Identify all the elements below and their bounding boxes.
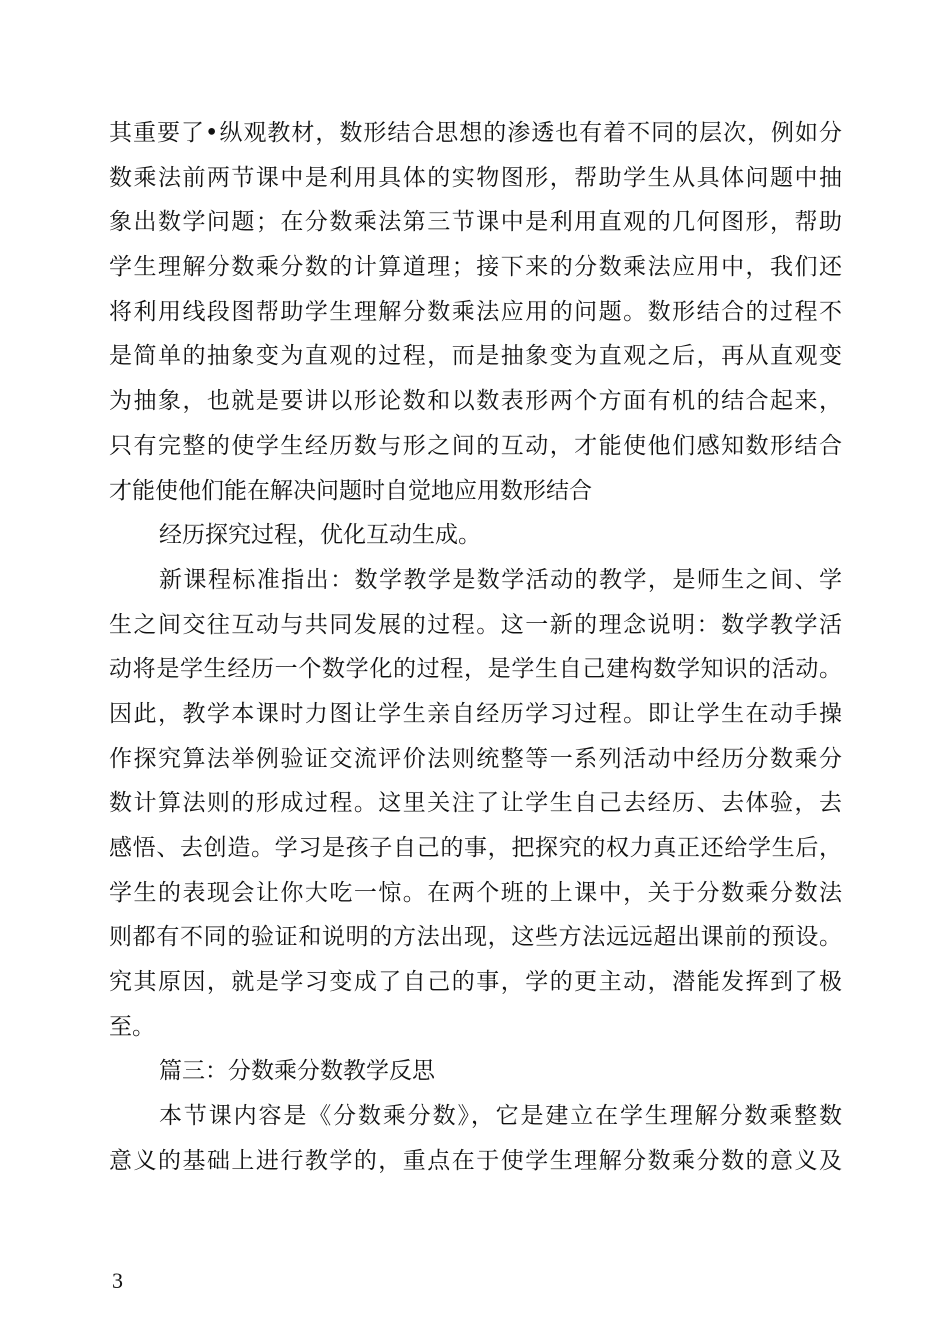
- text-line: 才能使他们能在解决问题时自觉地应用数形结合: [109, 477, 592, 504]
- page-number: 3: [112, 1268, 123, 1293]
- text-line: 作探究算法举例验证交流评价法则统整等一系列活动中经历分数乘分: [109, 745, 842, 772]
- text-line: 究其原因，就是学习变成了自己的事，学的更主动，潜能发挥到了极: [109, 969, 842, 996]
- text-line: 是简单的抽象变为直观的过程，而是抽象变为直观之后，再从直观变: [109, 343, 842, 370]
- text-line: 生之间交往互动与共同发展的过程。这一新的理念说明：数学教学活: [109, 611, 842, 638]
- text-line: 至。: [109, 1013, 155, 1040]
- text-line: 新课程标准指出：数学教学是数学活动的教学，是师生之间、学: [159, 566, 842, 593]
- text-line: 学生理解分数乘分数的计算道理；接下来的分数乘法应用中，我们还: [109, 254, 842, 281]
- text-line: 为抽象，也就是要讲以形论数和以数表形两个方面有机的结合起来，: [109, 388, 842, 415]
- text-line: 学生的表现会让你大吃一惊。在两个班的上课中，关于分数乘分数法: [109, 879, 842, 906]
- text-line: 意义的基础上进行教学的，重点在于使学生理解分数乘分数的意义及: [109, 1147, 842, 1174]
- text-line: 数乘法前两节课中是利用具体的实物图形，帮助学生从具体问题中抽: [109, 164, 842, 191]
- text-line: 因此，教学本课时力图让学生亲自经历学习过程。即让学生在动手操: [109, 700, 842, 727]
- section-heading: 篇三：分数乘分数教学反思: [159, 1058, 435, 1085]
- text-line: 其重要了•纵观教材，数形结合思想的渗透也有着不同的层次，例如分: [109, 120, 842, 146]
- text-line: 则都有不同的验证和说明的方法出现，这些方法远远超出课前的预设。: [109, 924, 842, 951]
- text-line: 象出数学问题；在分数乘法第三节课中是利用直观的几何图形，帮助: [109, 209, 842, 236]
- text-line: 动将是学生经历一个数学化的过程，是学生自己建构数学知识的活动。: [109, 656, 842, 683]
- document-body: [109, 111, 842, 1184]
- text-line: 感悟、去创造。学习是孩子自己的事，把探究的权力真正还给学生后，: [109, 835, 842, 861]
- section-heading: 经历探究过程，优化互动生成。: [159, 522, 481, 549]
- text-line: 本节课内容是《分数乘分数》，它是建立在学生理解分数乘整数: [159, 1103, 842, 1130]
- text-line: 只有完整的使学生经历数与形之间的互动，才能使他们感知数形结合: [109, 432, 842, 459]
- text-line: 数计算法则的形成过程。这里关注了让学生自己去经历、去体验，去: [109, 790, 842, 817]
- text-line: 将利用线段图帮助学生理解分数乘法应用的问题。数形结合的过程不: [109, 298, 842, 325]
